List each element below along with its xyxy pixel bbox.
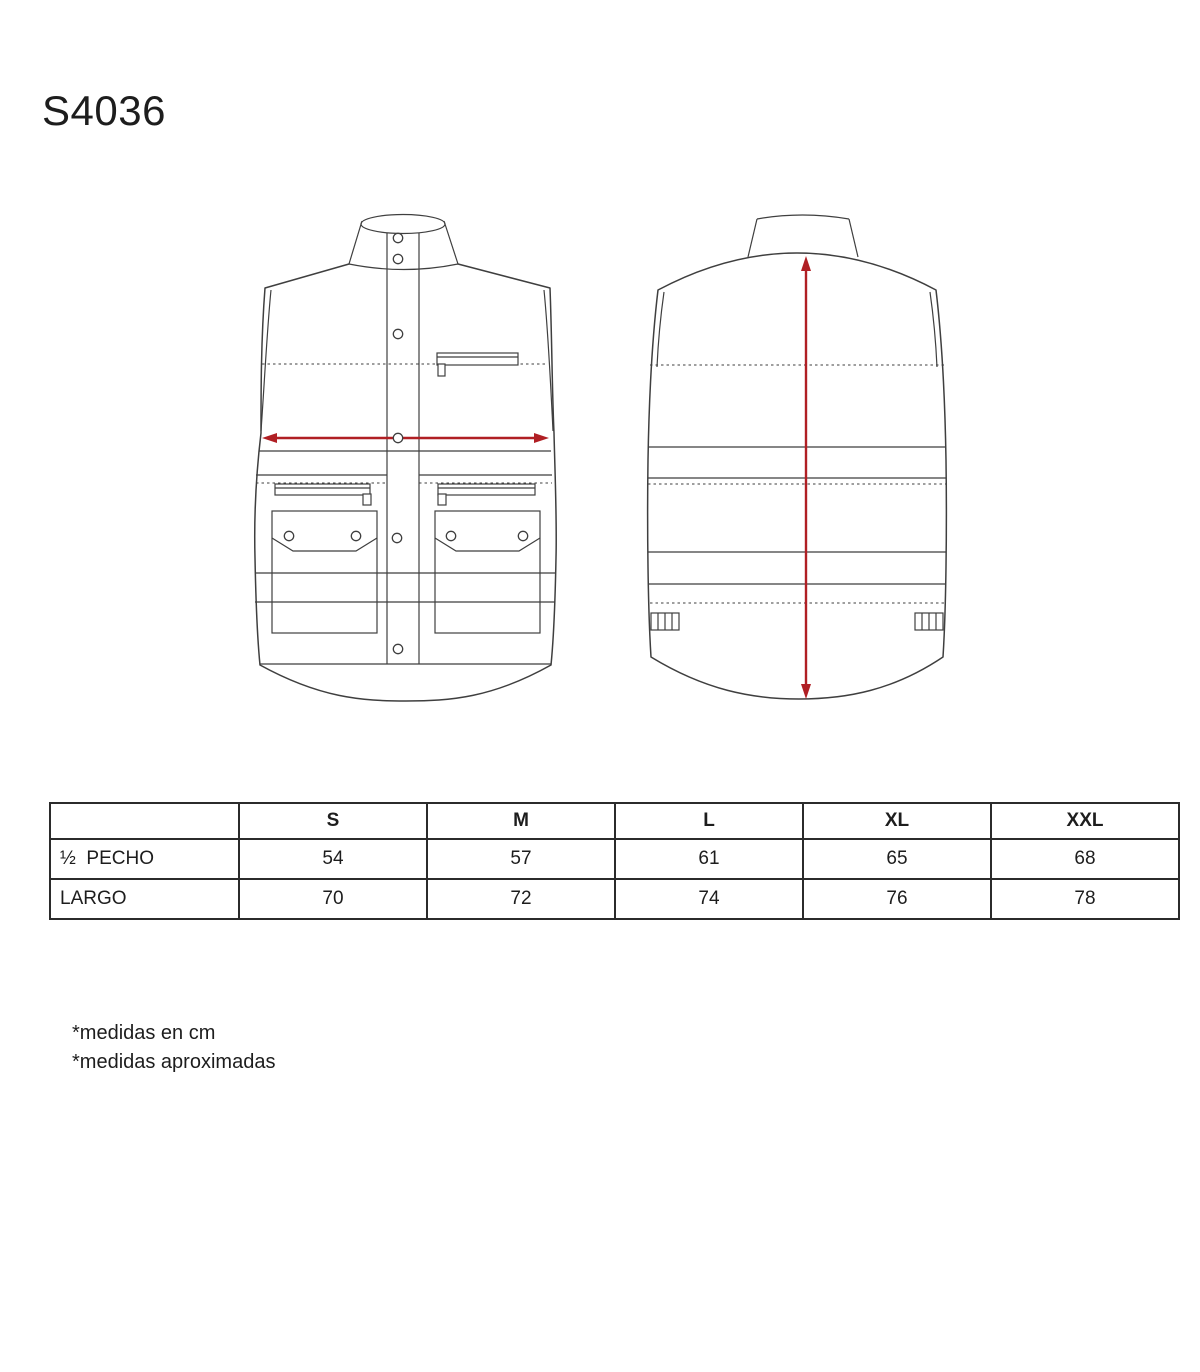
front-left-cargo-pocket — [272, 511, 377, 633]
size-column-header-xxl: XXL — [991, 803, 1179, 839]
vest-front-view — [255, 215, 557, 702]
page-title: S4036 — [42, 87, 166, 134]
table-row-half-chest — [50, 839, 1179, 879]
length-xl: 76 — [803, 879, 991, 919]
size-column-header-l: L — [615, 803, 803, 839]
footnote-approximate: *medidas aproximadas — [72, 1051, 276, 1073]
half-chest-s: 54 — [239, 839, 427, 879]
back-right-side-tab — [915, 613, 943, 630]
length-s: 70 — [239, 879, 427, 919]
footnotes — [72, 1019, 275, 1077]
front-left-zip-pocket — [275, 484, 371, 505]
half-chest-xl: 65 — [803, 839, 991, 879]
footnote-units: *medidas en cm — [72, 1022, 216, 1044]
size-table — [49, 802, 1180, 920]
length-m: 72 — [427, 879, 615, 919]
table-row-length — [50, 879, 1179, 919]
row-label-half-chest: ½ PECHO — [50, 839, 239, 879]
front-chest-pocket — [437, 353, 518, 376]
size-column-header-s: S — [239, 803, 427, 839]
size-table-corner-cell — [50, 803, 239, 839]
size-table-header-row — [50, 803, 1179, 839]
length-xxl: 78 — [991, 879, 1179, 919]
size-column-header-m: M — [427, 803, 615, 839]
chest-width-arrow — [262, 433, 549, 443]
back-left-side-tab — [651, 613, 679, 630]
front-right-zip-pocket — [438, 484, 535, 505]
half-chest-m: 57 — [427, 839, 615, 879]
length-l: 74 — [615, 879, 803, 919]
row-label-length: LARGO — [50, 879, 239, 919]
vest-back-view — [648, 215, 947, 699]
size-table-section — [49, 802, 1180, 920]
front-right-cargo-pocket — [435, 511, 540, 633]
size-column-header-xl: XL — [803, 803, 991, 839]
half-chest-l: 61 — [615, 839, 803, 879]
half-chest-xxl: 68 — [991, 839, 1179, 879]
